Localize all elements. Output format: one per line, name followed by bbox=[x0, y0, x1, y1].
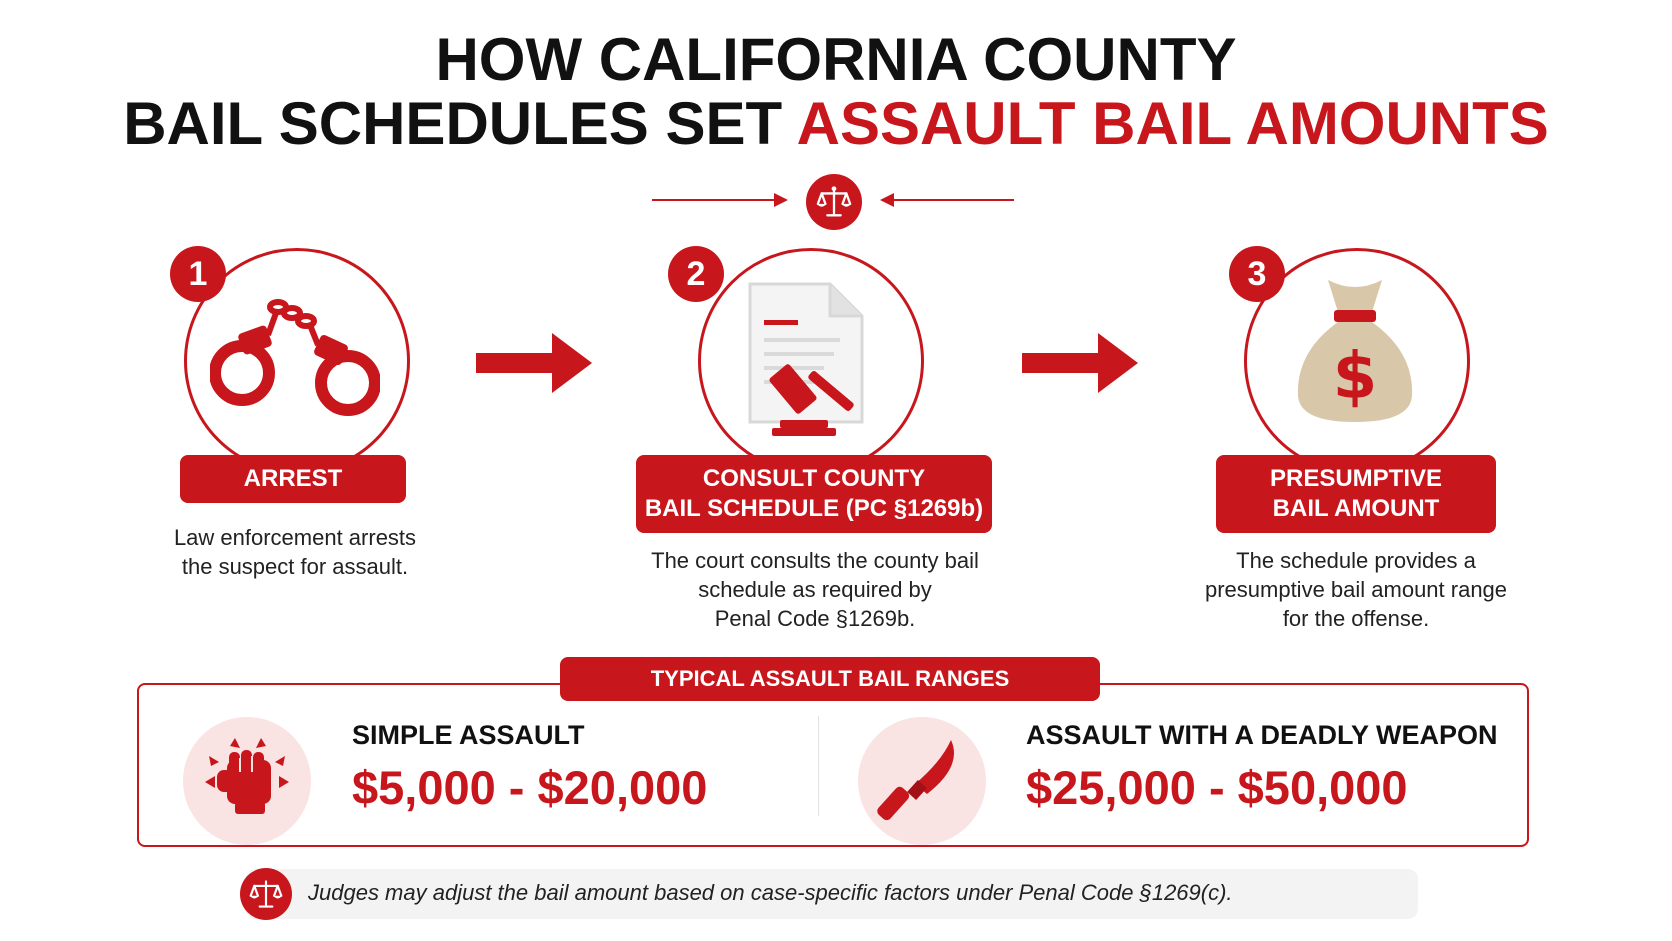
step-3-label bbox=[1216, 455, 1496, 533]
step-2-description bbox=[630, 546, 1000, 633]
fist-icon-badge bbox=[183, 717, 311, 845]
flow-arrow-1-icon bbox=[476, 333, 596, 393]
title-prefix: BAIL SCHEDULES SET bbox=[123, 90, 797, 157]
divider-arrow-left-icon bbox=[774, 193, 788, 207]
step-1-desc-line-1: Law enforcement arrests bbox=[173, 525, 417, 550]
knife-icon bbox=[877, 736, 967, 826]
scales-icon bbox=[815, 183, 853, 221]
step-1-description bbox=[140, 523, 450, 581]
bail-ranges-heading: TYPICAL ASSAULT BAIL RANGES bbox=[560, 657, 1100, 701]
title-divider-right bbox=[884, 199, 1014, 201]
document-gavel-icon bbox=[740, 282, 890, 447]
step-3-description bbox=[1176, 546, 1536, 633]
step-3-label-line-2: BAIL AMOUNT bbox=[1272, 495, 1440, 522]
fist-icon bbox=[197, 736, 297, 826]
flow-arrow-2-icon bbox=[1022, 333, 1142, 393]
step-3-number: 3 bbox=[1229, 246, 1285, 302]
title-divider-left bbox=[652, 199, 784, 201]
step-2-desc-line-1: The court consults the county bail bbox=[651, 548, 979, 573]
step-2-desc-line-3: Penal Code §1269b. bbox=[714, 606, 916, 631]
step-2-label-line-2: BAIL SCHEDULE (PC §1269b) bbox=[644, 495, 984, 522]
step-1-number: 1 bbox=[170, 246, 226, 302]
step-2-label-line-1: CONSULT COUNTY bbox=[702, 465, 926, 492]
divider-arrow-right-icon bbox=[880, 193, 894, 207]
step-2-number: 2 bbox=[668, 246, 724, 302]
svg-text:$: $ bbox=[1332, 340, 1378, 414]
deadly-weapon-amount: $25,000 - $50,000 bbox=[1026, 761, 1408, 814]
scales-badge bbox=[806, 174, 862, 230]
knife-icon-badge bbox=[858, 717, 986, 845]
step-3-desc-line-2: presumptive bail amount range bbox=[1204, 577, 1508, 602]
step-2-desc-line-2: schedule as required by bbox=[698, 577, 932, 602]
ranges-divider bbox=[818, 716, 819, 816]
step-3-label-line-1: PRESUMPTIVE bbox=[1269, 465, 1443, 492]
simple-assault-amount: $5,000 - $20,000 bbox=[352, 761, 708, 814]
step-1-label-line: ARREST bbox=[243, 465, 343, 492]
step-1-label bbox=[180, 455, 406, 503]
judges-note-text: Judges may adjust the bail amount based on case-specific factors under Penal Code §1269(c). bbox=[308, 880, 1233, 905]
step-3-desc-line-3: for the offense. bbox=[1282, 606, 1430, 631]
money-bag-icon bbox=[1290, 272, 1420, 437]
step-1-desc-line-2: the suspect for assault. bbox=[181, 554, 409, 579]
title-highlight: ASSAULT BAIL AMOUNTS bbox=[796, 90, 1549, 157]
simple-assault-name: SIMPLE ASSAULT bbox=[352, 720, 585, 750]
page-title-line-1: HOW CALIFORNIA COUNTY bbox=[435, 26, 1237, 93]
step-3-desc-line-1: The schedule provides a bbox=[1236, 548, 1476, 573]
page-title-line-2 bbox=[0, 90, 1672, 157]
handcuffs-icon bbox=[210, 295, 380, 430]
scales-icon bbox=[248, 876, 284, 912]
deadly-weapon-name: ASSAULT WITH A DEADLY WEAPON bbox=[1026, 720, 1498, 750]
note-scales-badge bbox=[240, 868, 292, 920]
step-2-label bbox=[636, 455, 992, 533]
